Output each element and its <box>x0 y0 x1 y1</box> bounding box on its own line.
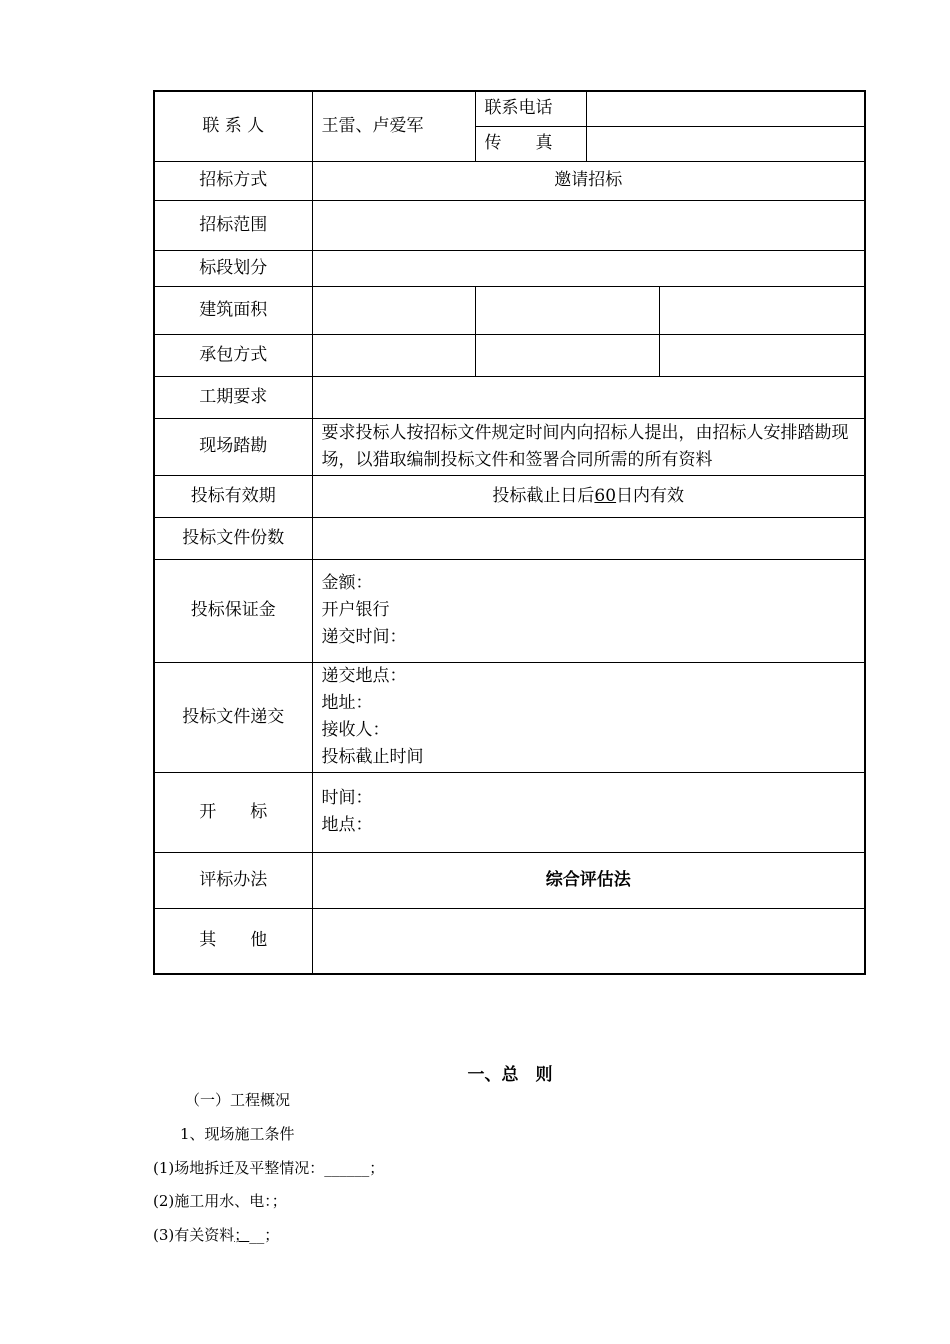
submission-place-line: 递交地点： <box>321 666 407 686</box>
tender-method-label: 招标方式 <box>154 161 312 200</box>
area-cell-2 <box>475 286 659 334</box>
opening-time-line: 时间： <box>321 788 373 808</box>
duration-label: 工期要求 <box>154 376 312 418</box>
subsection-project-overview: （一）工程概况 <box>185 1091 291 1109</box>
opening-place-line: 地点： <box>321 815 373 835</box>
item1-blank: ______ <box>324 1159 370 1177</box>
bond-details <box>312 559 865 662</box>
validity-days: 60 <box>594 485 617 506</box>
tender-method-value: 邀请招标 <box>312 161 865 200</box>
section-title: 一、总 则 <box>467 1065 553 1085</box>
subsection-site-conditions: 1、现场施工条件 <box>180 1125 295 1143</box>
item3-blank: ； <box>234 1226 250 1244</box>
contract-cell-2 <box>475 334 659 376</box>
area-label: 建筑面积 <box>154 286 312 334</box>
item3-text: (3)有关资料 <box>153 1226 235 1244</box>
submission-address-line: 地址： <box>321 693 373 713</box>
validity-value <box>312 475 865 517</box>
submission-details <box>312 662 865 772</box>
fax-label: 传 真 <box>475 126 586 161</box>
contact-value: 王雷、卢爱军 <box>312 91 475 161</box>
validity-label: 投标有效期 <box>154 475 312 517</box>
item1-end: ； <box>369 1159 385 1177</box>
other-label: 其 他 <box>154 908 312 974</box>
site-visit-label: 现场踏勘 <box>154 418 312 475</box>
tender-scope-value <box>312 200 865 250</box>
item-water-electricity: (2)施工用水、电：； <box>153 1192 287 1210</box>
opening-label: 开 标 <box>154 772 312 852</box>
contract-method-label: 承包方式 <box>154 334 312 376</box>
area-cell-3 <box>659 286 865 334</box>
bond-label: 投标保证金 <box>154 559 312 662</box>
copies-label: 投标文件份数 <box>154 517 312 559</box>
phone-label: 联系电话 <box>475 91 586 126</box>
tender-scope-label: 招标范围 <box>154 200 312 250</box>
evaluation-label: 评标办法 <box>154 852 312 908</box>
copies-value <box>312 517 865 559</box>
item3-end: __； <box>249 1226 280 1244</box>
contract-cell-3 <box>659 334 865 376</box>
phone-value <box>586 91 865 126</box>
contact-label: 联 系 人 <box>154 91 312 161</box>
area-cell-1 <box>312 286 475 334</box>
item-related-materials <box>153 1224 279 1245</box>
contract-cell-1 <box>312 334 475 376</box>
other-value <box>312 908 865 974</box>
submission-deadline-line: 投标截止时间 <box>321 747 424 767</box>
item-site-demolition <box>153 1157 384 1178</box>
tender-info-table <box>153 90 866 975</box>
bond-time-line: 递交时间： <box>321 627 407 647</box>
submission-receiver-line: 接收人： <box>321 720 390 740</box>
bond-bank-line: 开户银行 <box>321 600 390 620</box>
evaluation-value: 综合评估法 <box>312 852 865 908</box>
validity-prefix: 投标截止日后 <box>492 485 595 506</box>
fax-value <box>586 126 865 161</box>
duration-value <box>312 376 865 418</box>
section-value <box>312 250 865 286</box>
opening-details <box>312 772 865 852</box>
bond-amount-line: 金额： <box>321 573 373 593</box>
section-label: 标段划分 <box>154 250 312 286</box>
site-visit-value: 要求投标人按招标文件规定时间内向招标人提出，由招标人安排踏勘现场，以猎取编制投标文件和签署合同所需的所有资料 <box>312 418 865 475</box>
item1-text: (1)场地拆迁及平整情况： <box>153 1159 325 1177</box>
submission-label: 投标文件递交 <box>154 662 312 772</box>
validity-suffix: 日内有效 <box>616 485 685 506</box>
